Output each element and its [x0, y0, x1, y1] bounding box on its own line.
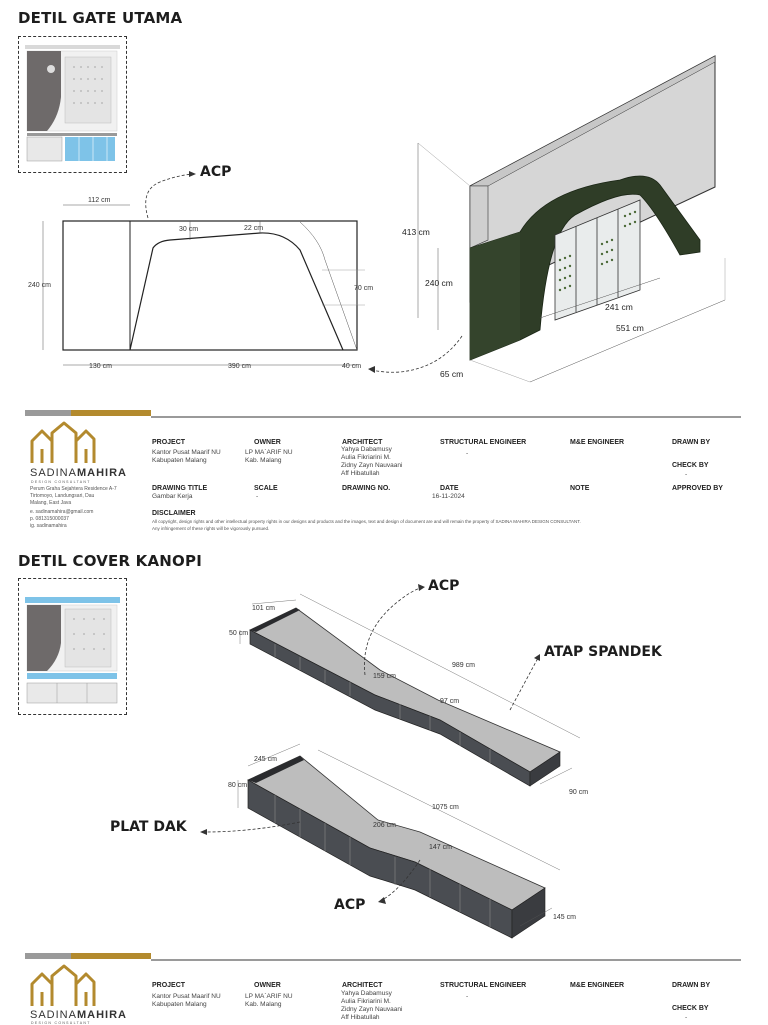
top-dim-h: 50 cm [229, 630, 249, 637]
dim-mid1: 30 cm [179, 226, 199, 233]
me-label-2: M&E ENGINEER [570, 982, 625, 989]
top-dim-mid2: 97 cm [440, 698, 460, 705]
me-label: M&E ENGINEER [570, 439, 625, 446]
project-value-2: Kantor Pusat Maarif NU Kabupaten Malang [152, 993, 221, 1008]
iso-dim-w1: 241 cm [605, 302, 633, 312]
bottom-dim-mid2: 147 cm [429, 844, 452, 851]
top-dim-w: 101 cm [252, 605, 275, 612]
titleblock2-rule [151, 959, 741, 961]
company-contact: e. sadinamahira@gmail.com p. 081315000037 ig. sadinamahira [30, 509, 94, 529]
check-label-2: CHECK BY [672, 1005, 709, 1012]
callout-acp-gate: ACP [200, 164, 232, 180]
bottom-dim-mid: 206 cm [373, 822, 396, 829]
logo-wordmark: SADINAMAHIRA [30, 467, 127, 479]
dim-right: 70 cm [354, 285, 374, 292]
titleblock-bar-gold [71, 410, 151, 416]
iso-dim-h1: 413 cm [402, 227, 430, 237]
iso-dim-h2: 240 cm [425, 278, 453, 288]
logo-tagline-2: DESIGN CONSULTANT [31, 1021, 91, 1025]
disclaimer-text: All copyright, design rights and other intellectual property rights in our designs and products and the images, text and design of document are and will remain the property of SADINA MAHIRA DESIGN CONSULTANT. Any infringement of these rights will be vigorously pursued. [152, 519, 581, 531]
owner-label: OWNER [254, 439, 281, 446]
dim-left: 240 cm [28, 282, 51, 289]
iso-dim-d: 65 cm [440, 369, 464, 379]
date-value: 16-11-2024 [432, 493, 465, 500]
project-value: Kantor Pusat Maarif NU Kabupaten Malang [152, 449, 221, 464]
bottom-dim-end: 145 cm [553, 914, 576, 921]
titleblock-bar-grey [25, 410, 71, 416]
structural-value: - [466, 450, 469, 457]
check-value: - [685, 471, 688, 478]
disclaimer-label: DISCLAIMER [152, 510, 196, 517]
iso-dim-w2: 551 cm [616, 323, 644, 333]
kanopi-drawings [0, 570, 768, 990]
sadina-mahira-logo-2 [28, 964, 98, 1009]
gate-drawings [0, 0, 768, 420]
structural-value-2: - [466, 993, 469, 1000]
owner-value: LP MA`ARIF NU Kab. Malang [245, 449, 293, 464]
top-dim-mid: 159 cm [373, 673, 396, 680]
bottom-dim-w: 245 cm [254, 756, 277, 763]
dim-b1: 130 cm [89, 363, 112, 370]
callout-acp-bottom: ACP [334, 897, 366, 913]
check-value-2: - [685, 1014, 688, 1021]
date-label: DATE [440, 485, 459, 492]
logo-wordmark-2: SADINAMAHIRA [30, 1009, 127, 1021]
structural-label: STRUCTURAL ENGINEER [440, 439, 527, 446]
dim-b3: 40 cm [342, 363, 362, 370]
note-label: NOTE [570, 485, 590, 492]
titleblock-rule [151, 416, 741, 418]
section-title-kanopi: DETIL COVER KANOPI [18, 552, 202, 570]
dim-b2: 390 cm [228, 363, 251, 370]
company-address: Perum Graha Sejahtera Residence A-7 Tirtomoyo, Landungsari, Dau Malang, East Java [30, 486, 117, 506]
section-title-gate: DETIL GATE UTAMA [18, 9, 183, 27]
callout-acp-top: ACP [428, 578, 460, 594]
logo-tagline: DESIGN CONSULTANT [31, 480, 91, 484]
scale-value: - [256, 493, 259, 500]
architect-label-2: ARCHITECT [342, 982, 383, 989]
top-dim-len: 989 cm [452, 662, 475, 669]
structural-label-2: STRUCTURAL ENGINEER [440, 982, 527, 989]
architect-label: ARCHITECT [342, 439, 383, 446]
bottom-dim-len: 1075 cm [432, 804, 459, 811]
titleblock2-bar-gold [71, 953, 151, 959]
project-label: PROJECT [152, 439, 186, 446]
sadina-mahira-logo [28, 421, 98, 466]
drawing-title-value: Gambar Kerja [152, 493, 193, 500]
titleblock2-bar-grey [25, 953, 71, 959]
callout-atap-spandek: ATAP SPANDEK [544, 644, 662, 660]
drawing-title-label: DRAWING TITLE [152, 485, 208, 492]
architect-value-2: Yahya Dabamusy Aulia Fikriarini M. Zidny Zayn Nauvaani Aff Hibatullah [341, 990, 403, 1021]
architect-value: Yahya Dabamusy Aulia Fikriarini M. Zidny Zayn Nauvaani Aff Hibatullah [341, 446, 403, 477]
check-label: CHECK BY [672, 462, 709, 469]
dim-top: 112 cm [88, 197, 111, 204]
drawn-label-2: DRAWN BY [672, 982, 711, 989]
callout-plat-dak: PLAT DAK [110, 819, 187, 835]
owner-value-2: LP MA`ARIF NU Kab. Malang [245, 993, 293, 1008]
drawn-label: DRAWN BY [672, 439, 711, 446]
owner-label-2: OWNER [254, 982, 281, 989]
dim-mid2: 22 cm [244, 225, 264, 232]
approved-label: APPROVED BY [672, 485, 723, 492]
top-dim-end: 90 cm [569, 789, 589, 796]
project-label-2: PROJECT [152, 982, 186, 989]
drawing-no-label: DRAWING NO. [342, 485, 391, 492]
scale-label: SCALE [254, 485, 278, 492]
bottom-dim-h: 80 cm [228, 782, 248, 789]
